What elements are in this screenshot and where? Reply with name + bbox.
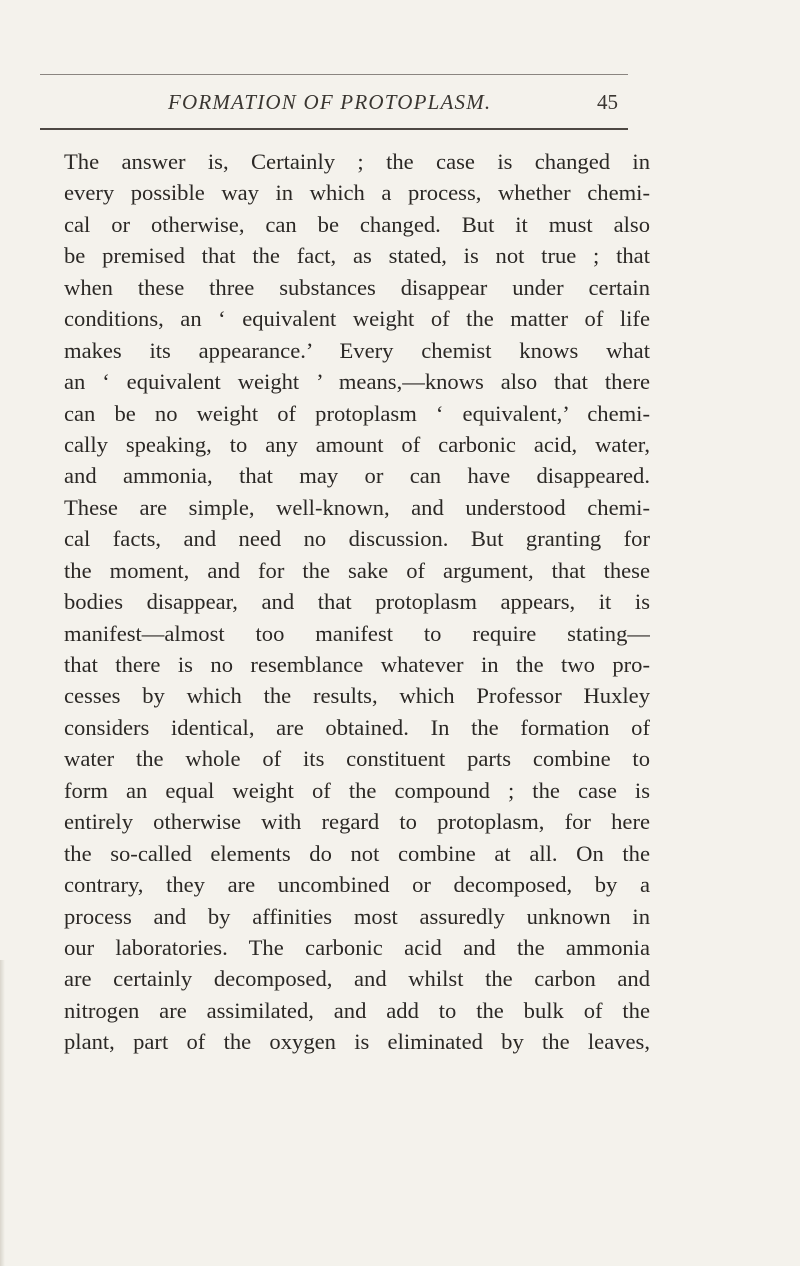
text-line: makes its appearance.’ Every chemist knows what bbox=[64, 337, 650, 363]
text-line: the moment, and for the sake of argument, that these bbox=[64, 557, 650, 583]
text-line: plant, part of the oxygen is eliminated by the leaves, bbox=[64, 1029, 650, 1055]
text-line: every possible way in which a process, whether chemi- bbox=[64, 180, 650, 206]
text-line: cal facts, and need no discussion. But granting for bbox=[64, 526, 650, 552]
text-line: manifest—almost too manifest to require stating— bbox=[64, 620, 650, 646]
header-top-rule bbox=[40, 74, 628, 75]
text-line: that there is no resemblance whatever in the two pro- bbox=[64, 652, 650, 677]
text-line: cally speaking, to any amount of carbonic acid, water, bbox=[64, 431, 650, 457]
page-edge-shadow bbox=[0, 960, 5, 1266]
text-line: and ammonia, that may or can have disappeared. bbox=[64, 463, 650, 489]
text-line: an ‘ equivalent weight ’ means,—knows also that there bbox=[64, 369, 650, 395]
text-line: nitrogen are assimilated, and add to the bulk of the bbox=[64, 997, 650, 1023]
text-line: are certainly decomposed, and whilst the carbon and bbox=[64, 966, 650, 992]
text-line: bodies disappear, and that protoplasm appears, it is bbox=[64, 589, 650, 615]
text-line: contrary, they are uncombined or decomposed, by a bbox=[64, 872, 650, 898]
text-line: considers identical, are obtained. In the formation of bbox=[64, 714, 650, 740]
page-number: 45 bbox=[597, 90, 618, 114]
body-text bbox=[64, 146, 650, 1058]
text-line: be premised that the fact, as stated, is not true ; that bbox=[64, 243, 650, 269]
text-line: water the whole of its constituent parts combine to bbox=[64, 746, 650, 772]
page-header bbox=[40, 80, 628, 120]
text-line: when these three substances disappear under certain bbox=[64, 274, 650, 300]
text-line: can be no weight of protoplasm ‘ equivalent,’ chemi- bbox=[64, 400, 650, 426]
text-line: form an equal weight of the compound ; the case is bbox=[64, 777, 650, 803]
text-line: the so-called elements do not combine at all. On the bbox=[64, 840, 650, 866]
text-line: our laboratories. The carbonic acid and the ammonia bbox=[64, 934, 650, 960]
text-line: The answer is, Certainly ; the case is changed in bbox=[64, 149, 650, 174]
text-line: cal or otherwise, can be changed. But it must also bbox=[64, 211, 650, 237]
text-line: conditions, an ‘ equivalent weight of the matter of life bbox=[64, 306, 650, 332]
text-line: These are simple, well-known, and understood chemi- bbox=[64, 494, 650, 520]
text-line: entirely otherwise with regard to protoplasm, for here bbox=[64, 809, 650, 835]
text-line: process and by affinities most assuredly unknown in bbox=[64, 903, 650, 929]
running-title: FORMATION OF PROTOPLASM. bbox=[168, 90, 492, 114]
text-line: cesses by which the results, which Professor Huxley bbox=[64, 683, 650, 709]
header-bottom-rule bbox=[40, 128, 628, 130]
